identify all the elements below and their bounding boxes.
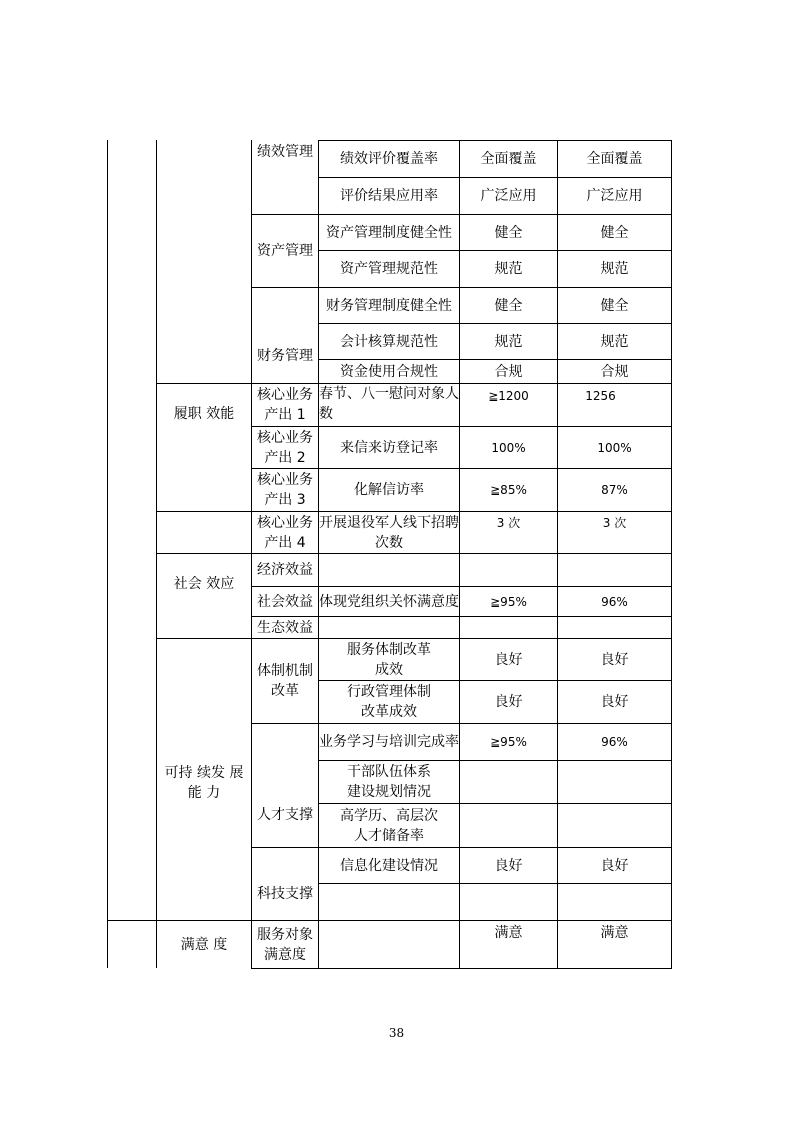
- target-cell: 健全: [494, 224, 523, 241]
- category-zichan: 资产管理: [257, 243, 313, 259]
- actual-cell: 良好: [600, 857, 629, 874]
- category-jingji: 经济效益: [257, 562, 313, 578]
- actual-cell: 健全: [600, 224, 629, 241]
- indicator-cell: 行政管理体制 改革成效: [347, 684, 431, 720]
- indicator-cell: 春节、八一慰问对象人 数: [319, 386, 459, 422]
- category-rencai: 人才支撑: [257, 807, 313, 823]
- target-cell: [460, 617, 557, 638]
- actual-cell: [558, 761, 671, 803]
- actual-cell: 良好: [600, 651, 629, 668]
- category-keji: 科技支撑: [257, 886, 313, 902]
- indicator-cell: 高学历、高层次 人才储备率: [340, 807, 438, 844]
- actual-cell: 100%: [597, 440, 632, 455]
- indicator-cell: 绩效评价覆盖率: [340, 151, 438, 167]
- actual-cell: 1256: [585, 389, 616, 403]
- target-cell: 全面覆盖: [480, 151, 537, 167]
- group-shehui: 社会 效应: [173, 576, 235, 592]
- target-cell: ≧85%: [490, 483, 527, 497]
- actual-cell: 96%: [601, 594, 628, 609]
- indicator-cell: 业务学习与培训完成率: [319, 734, 459, 750]
- target-cell: 良好: [494, 694, 523, 710]
- target-cell: ≧95%: [490, 735, 527, 749]
- actual-cell: 3 次: [602, 516, 627, 530]
- target-cell: [460, 804, 557, 847]
- indicator-cell: 资产管理规范性: [340, 261, 438, 277]
- target-cell: 健全: [494, 297, 523, 314]
- category-fuwu: 服务对象 满意度: [257, 926, 313, 963]
- category-caiwu: 财务管理: [257, 348, 313, 364]
- indicator-cell: [319, 554, 459, 586]
- target-cell: 广泛应用: [480, 188, 537, 204]
- category-he2: 核心业务 产出 2: [257, 429, 313, 466]
- target-cell: 规范: [494, 261, 523, 277]
- actual-cell: 规范: [600, 261, 629, 277]
- target-cell: 规范: [494, 333, 523, 350]
- actual-cell: 规范: [600, 333, 629, 350]
- indicator-cell: 服务体制改革 成效: [347, 641, 431, 678]
- category-he1: 核心业务 产出 1: [257, 387, 313, 423]
- actual-cell: [558, 554, 671, 586]
- indicator-cell: 体现党组织关怀满意度: [319, 593, 459, 610]
- group-manyi: 满意 度: [180, 936, 228, 953]
- indicator-cell: 财务管理制度健全性: [326, 297, 452, 314]
- target-cell: 满意: [494, 925, 523, 941]
- actual-cell: [558, 804, 671, 847]
- target-cell: ≧1200: [488, 389, 529, 403]
- indicator-cell: 会计核算规范性: [340, 333, 438, 350]
- actual-cell: 广泛应用: [586, 188, 643, 204]
- page-number: 38: [388, 1026, 405, 1040]
- category-shengtai: 生态效益: [257, 619, 313, 636]
- target-cell: [460, 761, 557, 803]
- group-kechixu: 可持 续发 展 能 力: [164, 765, 244, 801]
- target-cell: [460, 884, 557, 920]
- actual-cell: 满意: [600, 925, 629, 941]
- indicator-cell: [319, 884, 459, 920]
- category-tizhi: 体制机制 改革: [257, 663, 313, 699]
- category-jixiao: 绩效管理: [257, 144, 313, 160]
- category-he4: 核心业务 产出 4: [257, 514, 313, 551]
- target-cell: 良好: [494, 651, 523, 668]
- indicator-cell: 来信来访登记率: [340, 439, 438, 456]
- indicator-cell: [319, 617, 459, 638]
- indicator-cell: 信息化建设情况: [340, 857, 438, 874]
- group-lvxiao: 履职 效能: [173, 406, 235, 422]
- indicator-cell: [319, 921, 459, 968]
- actual-cell: 健全: [600, 297, 629, 314]
- actual-cell: 合规: [600, 363, 629, 380]
- target-cell: [460, 554, 557, 586]
- actual-cell: 良好: [600, 694, 629, 710]
- indicator-cell: 资金使用合规性: [340, 363, 438, 380]
- target-cell: 3 次: [496, 516, 521, 530]
- category-he3: 核心业务 产出 3: [257, 472, 313, 508]
- indicator-cell: 开展退役军人线下招聘 次数: [319, 514, 459, 551]
- target-cell: 合规: [494, 363, 523, 380]
- indicator-cell: 评价结果应用率: [340, 188, 438, 204]
- indicator-cell: 资产管理制度健全性: [326, 224, 452, 241]
- target-cell: 良好: [494, 857, 523, 874]
- target-cell: ≧95%: [490, 594, 527, 609]
- actual-cell: [558, 884, 671, 920]
- indicator-cell: 化解信访率: [354, 482, 424, 498]
- actual-cell: 96%: [601, 735, 628, 749]
- target-cell: 100%: [491, 440, 526, 455]
- actual-cell: [558, 617, 671, 638]
- actual-cell: 全面覆盖: [586, 151, 643, 167]
- actual-cell: 87%: [601, 483, 628, 497]
- indicator-cell: 干部队伍体系 建设规划情况: [347, 764, 431, 800]
- category-shehuixy: 社会效益: [257, 593, 313, 610]
